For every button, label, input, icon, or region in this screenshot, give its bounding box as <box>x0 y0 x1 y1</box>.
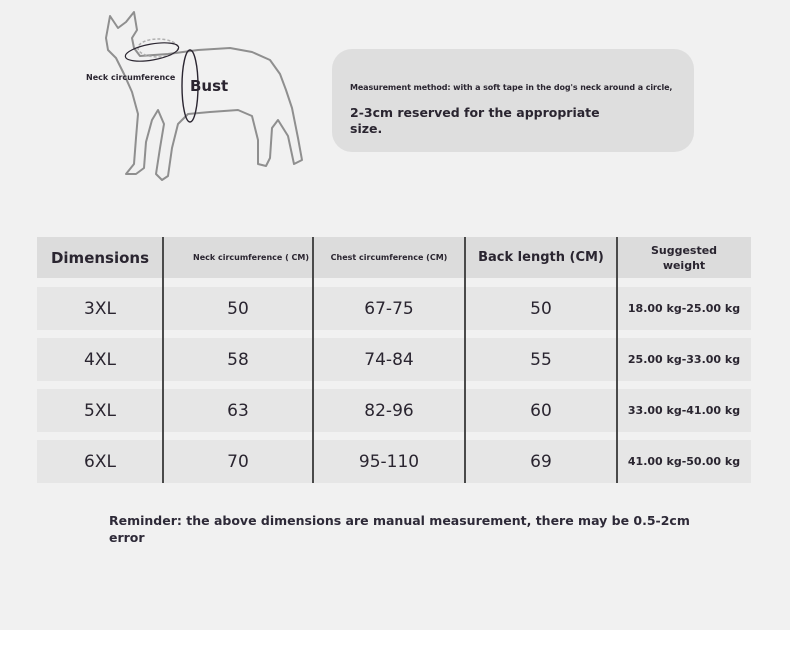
table-row <box>37 338 751 381</box>
weight-cell: 33.00 kg-41.00 kg <box>627 404 741 417</box>
size-cell: 6XL <box>84 451 116 472</box>
back-cell: 55 <box>530 349 552 370</box>
reminder-text: Reminder: the above dimensions are manual measurement, there may be 0.5-2cm error <box>109 513 690 545</box>
header-dimensions: Dimensions <box>50 248 150 267</box>
size-cell: 4XL <box>84 349 116 370</box>
reserve-text: 2-3cm reserved for the appropriate size. <box>350 105 600 136</box>
bust-label: Bust <box>190 77 229 95</box>
neck-cell: 50 <box>227 298 249 319</box>
chest-cell: 95-110 <box>358 451 420 472</box>
column-divider <box>312 237 314 483</box>
weight-cell: 18.00 kg-25.00 kg <box>627 302 741 315</box>
header-neck: Neck circumference ( CM) <box>193 253 310 262</box>
back-cell: 50 <box>530 298 552 319</box>
weight-cell: 25.00 kg-33.00 kg <box>627 353 741 366</box>
neck-cell: 63 <box>227 400 249 421</box>
neck-circumference-label: Neck circumference <box>86 73 176 82</box>
measurement-note <box>332 49 694 152</box>
column-divider <box>162 237 164 483</box>
weight-cell: 41.00 kg-50.00 kg <box>627 455 741 468</box>
table-row <box>37 440 751 483</box>
size-cell: 5XL <box>84 400 116 421</box>
dog-outline-illustration <box>80 8 310 188</box>
neck-cell: 70 <box>227 451 249 472</box>
column-divider <box>464 237 466 483</box>
dog-icon <box>80 8 310 188</box>
header-weight: Suggested weight <box>650 243 718 272</box>
neck-cell: 58 <box>227 349 249 370</box>
back-cell: 69 <box>530 451 552 472</box>
size-cell: 3XL <box>84 298 116 319</box>
column-divider <box>616 237 618 483</box>
header-chest: Chest circumference (CM) <box>330 253 448 262</box>
chest-cell: 67-75 <box>364 298 414 319</box>
measurement-method-text: Measurement method: with a soft tape in the dog's neck around a circle, <box>350 83 673 92</box>
header-back: Back length (CM) <box>478 250 604 265</box>
table-header <box>37 237 751 278</box>
table-row <box>37 389 751 432</box>
back-cell: 60 <box>530 400 552 421</box>
chest-cell: 82-96 <box>364 400 414 421</box>
chest-cell: 74-84 <box>364 349 414 370</box>
table-row <box>37 287 751 330</box>
